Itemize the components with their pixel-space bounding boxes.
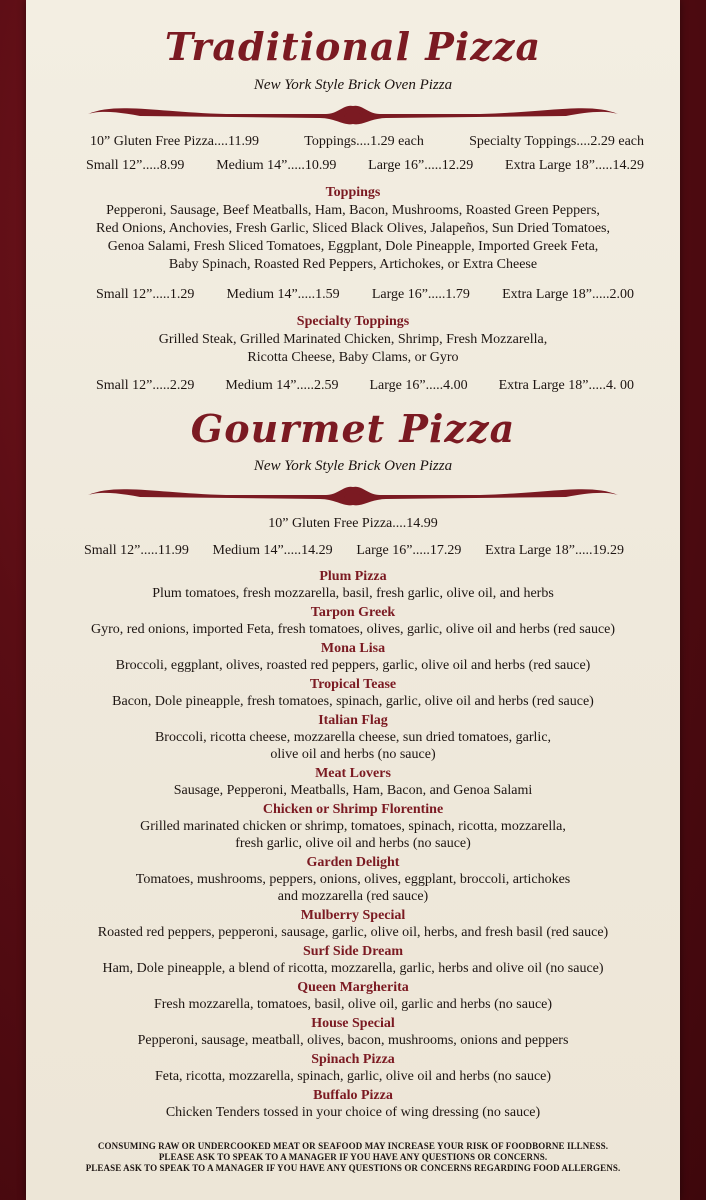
flourish-divider-icon [26,481,680,511]
menu-item-name: Mona Lisa [320,641,386,656]
size-xl-price: Extra Large 18”.....14.29 [505,158,644,173]
specialty-list [26,331,680,367]
menu-item [26,568,680,602]
menu-item-description: and mozzarella (red sauce) [277,889,429,904]
menu-item-description: olive oil and herbs (no sauce) [270,747,436,762]
disclaimer-line: PLEASE ASK TO SPEAK TO A MANAGER IF YOU HAVE ANY QUESTIONS OR CONCERNS. [158,1152,548,1162]
menu-item-name: Italian Flag [318,713,388,728]
gourmet-small-price: Small 12”.....11.99 [84,543,189,558]
disclaimer [26,1141,680,1174]
menu-page [26,0,680,1200]
toppings-line: Genoa Salami, Fresh Sliced Tomatoes, Eggplant, Dole Pineapple, Imported Greek Feta, [107,239,599,254]
menu-item [26,676,680,710]
menu-item-name: Tropical Tease [309,677,397,692]
menu-item-description: Pepperoni, sausage, meatball, olives, bacon, mushrooms, onions and peppers [137,1033,569,1048]
toppings-large-price: Large 16”.....1.79 [371,287,470,302]
menu-item-name: Spinach Pizza [311,1052,395,1067]
toppings-line: Red Onions, Anchovies, Fresh Garlic, Sliced Black Olives, Jalapeños, Sun Dried Tomatoes, [96,221,610,236]
gourmet-items-list [26,568,680,1123]
traditional-subtitle: New York Style Brick Oven Pizza [253,77,453,93]
gourmet-title: Gourmet Pizza [190,406,516,451]
menu-item-name: House Special [311,1016,395,1031]
menu-item-description: Roasted red peppers, pepperoni, sausage, garlic, olive oil, herbs, and fresh basil (red sauce) [97,925,609,940]
specialty-xl-price: Extra Large 18”.....4. 00 [498,378,634,393]
specialty-medium-price: Medium 14”.....2.59 [225,378,339,393]
menu-item [26,712,680,763]
size-medium-price: Medium 14”.....10.99 [216,158,337,173]
specialty-line: Grilled Steak, Grilled Marinated Chicken, Shrimp, Fresh Mozzarella, [158,332,548,347]
flourish-divider-icon [26,100,680,130]
menu-item-name: Chicken or Shrimp Florentine [262,802,444,817]
menu-item-name: Queen Margherita [297,980,409,995]
toppings-xl-price: Extra Large 18”.....2.00 [502,287,634,302]
traditional-size-prices [26,158,680,174]
menu-item-name: Plum Pizza [319,569,387,584]
menu-item [26,640,680,674]
toppings-price: Toppings....1.29 each [304,134,424,149]
gourmet-medium-price: Medium 14”.....14.29 [212,543,333,558]
specialty-heading: Specialty Toppings [296,314,410,329]
menu-item-name: Mulberry Special [300,908,406,923]
menu-item-description: Sausage, Pepperoni, Meatballs, Ham, Bacon, and Genoa Salami [173,783,533,798]
menu-item-description: Chicken Tenders tossed in your choice of wing dressing (no sauce) [165,1105,541,1120]
menu-item [26,1087,680,1121]
toppings-small-price: Small 12”.....1.29 [96,287,195,302]
toppings-prices [26,287,680,303]
menu-item [26,979,680,1013]
gluten-free-price: 10” Gluten Free Pizza....11.99 [90,134,259,149]
menu-item [26,604,680,638]
gourmet-subtitle: New York Style Brick Oven Pizza [253,458,453,474]
size-small-price: Small 12”.....8.99 [86,158,185,173]
toppings-line: Baby Spinach, Roasted Red Peppers, Artichokes, or Extra Cheese [168,257,538,272]
menu-item-description: Feta, ricotta, mozzarella, spinach, garlic, olive oil and herbs (no sauce) [154,1069,552,1084]
menu-item-description: Bacon, Dole pineapple, fresh tomatoes, spinach, garlic, olive oil and herbs (red sauce) [112,694,594,709]
traditional-title: Traditional Pizza [164,24,542,69]
menu-item [26,765,680,799]
menu-item [26,854,680,905]
toppings-line: Pepperoni, Sausage, Beef Meatballs, Ham, Bacon, Mushrooms, Roasted Green Peppers, [106,203,600,218]
traditional-price-row-1 [26,134,680,150]
gourmet-size-prices [26,543,680,559]
menu-item-description: Tomatoes, mushrooms, peppers, onions, olives, eggplant, broccoli, artichokes [135,872,571,887]
toppings-list [26,202,680,274]
menu-item-name: Meat Lovers [315,766,391,781]
size-large-price: Large 16”.....12.29 [368,158,474,173]
menu-item-description: Broccoli, eggplant, olives, roasted red peppers, garlic, olive oil and herbs (red sauce) [115,658,591,673]
menu-item [26,801,680,852]
specialty-prices [26,378,680,394]
menu-item-name: Buffalo Pizza [313,1088,393,1103]
menu-item [26,907,680,941]
disclaimer-line: PLEASE ASK TO SPEAK TO A MANAGER IF YOU HAVE ANY QUESTIONS OR CONCERNS REGARDING FOOD ALLERGENS. [85,1163,621,1173]
gourmet-xl-price: Extra Large 18”.....19.29 [485,543,624,558]
gourmet-gluten-free-price: 10” Gluten Free Pizza....14.99 [268,516,438,531]
menu-item-description: Grilled marinated chicken or shrimp, tomatoes, spinach, ricotta, mozzarella, [140,819,566,834]
disclaimer-line: CONSUMING RAW OR UNDERCOOKED MEAT OR SEAFOOD MAY INCREASE YOUR RISK OF FOODBORNE ILLNESS. [97,1141,609,1151]
specialty-small-price: Small 12”.....2.29 [96,378,195,393]
menu-item-description: Ham, Dole pineapple, a blend of ricotta, mozzarella, garlic, herbs and olive oil (no sauce) [102,961,604,976]
menu-item [26,1015,680,1049]
menu-item-description: Plum tomatoes, fresh mozzarella, basil, fresh garlic, olive oil, and herbs [152,586,554,601]
specialty-large-price: Large 16”.....4.00 [369,378,468,393]
menu-item [26,943,680,977]
menu-item [26,1051,680,1085]
menu-item-name: Surf Side Dream [302,944,404,959]
specialty-line: Ricotta Cheese, Baby Clams, or Gyro [247,350,459,365]
menu-item-description: Gyro, red onions, imported Feta, fresh tomatoes, olives, garlic, olive oil and herbs (red sauce) [90,622,616,637]
menu-item-name: Garden Delight [306,855,400,870]
gourmet-large-price: Large 16”.....17.29 [356,543,462,558]
specialty-toppings-price: Specialty Toppings....2.29 each [469,134,644,149]
menu-item-description: Broccoli, ricotta cheese, mozzarella cheese, sun dried tomatoes, garlic, [154,730,552,745]
menu-item-description: fresh garlic, olive oil and herbs (no sauce) [235,836,471,851]
toppings-heading: Toppings [325,185,381,200]
menu-item-name: Tarpon Greek [310,605,396,620]
menu-item-description: Fresh mozzarella, tomatoes, basil, olive oil, garlic and herbs (no sauce) [153,997,553,1012]
toppings-medium-price: Medium 14”.....1.59 [226,287,340,302]
